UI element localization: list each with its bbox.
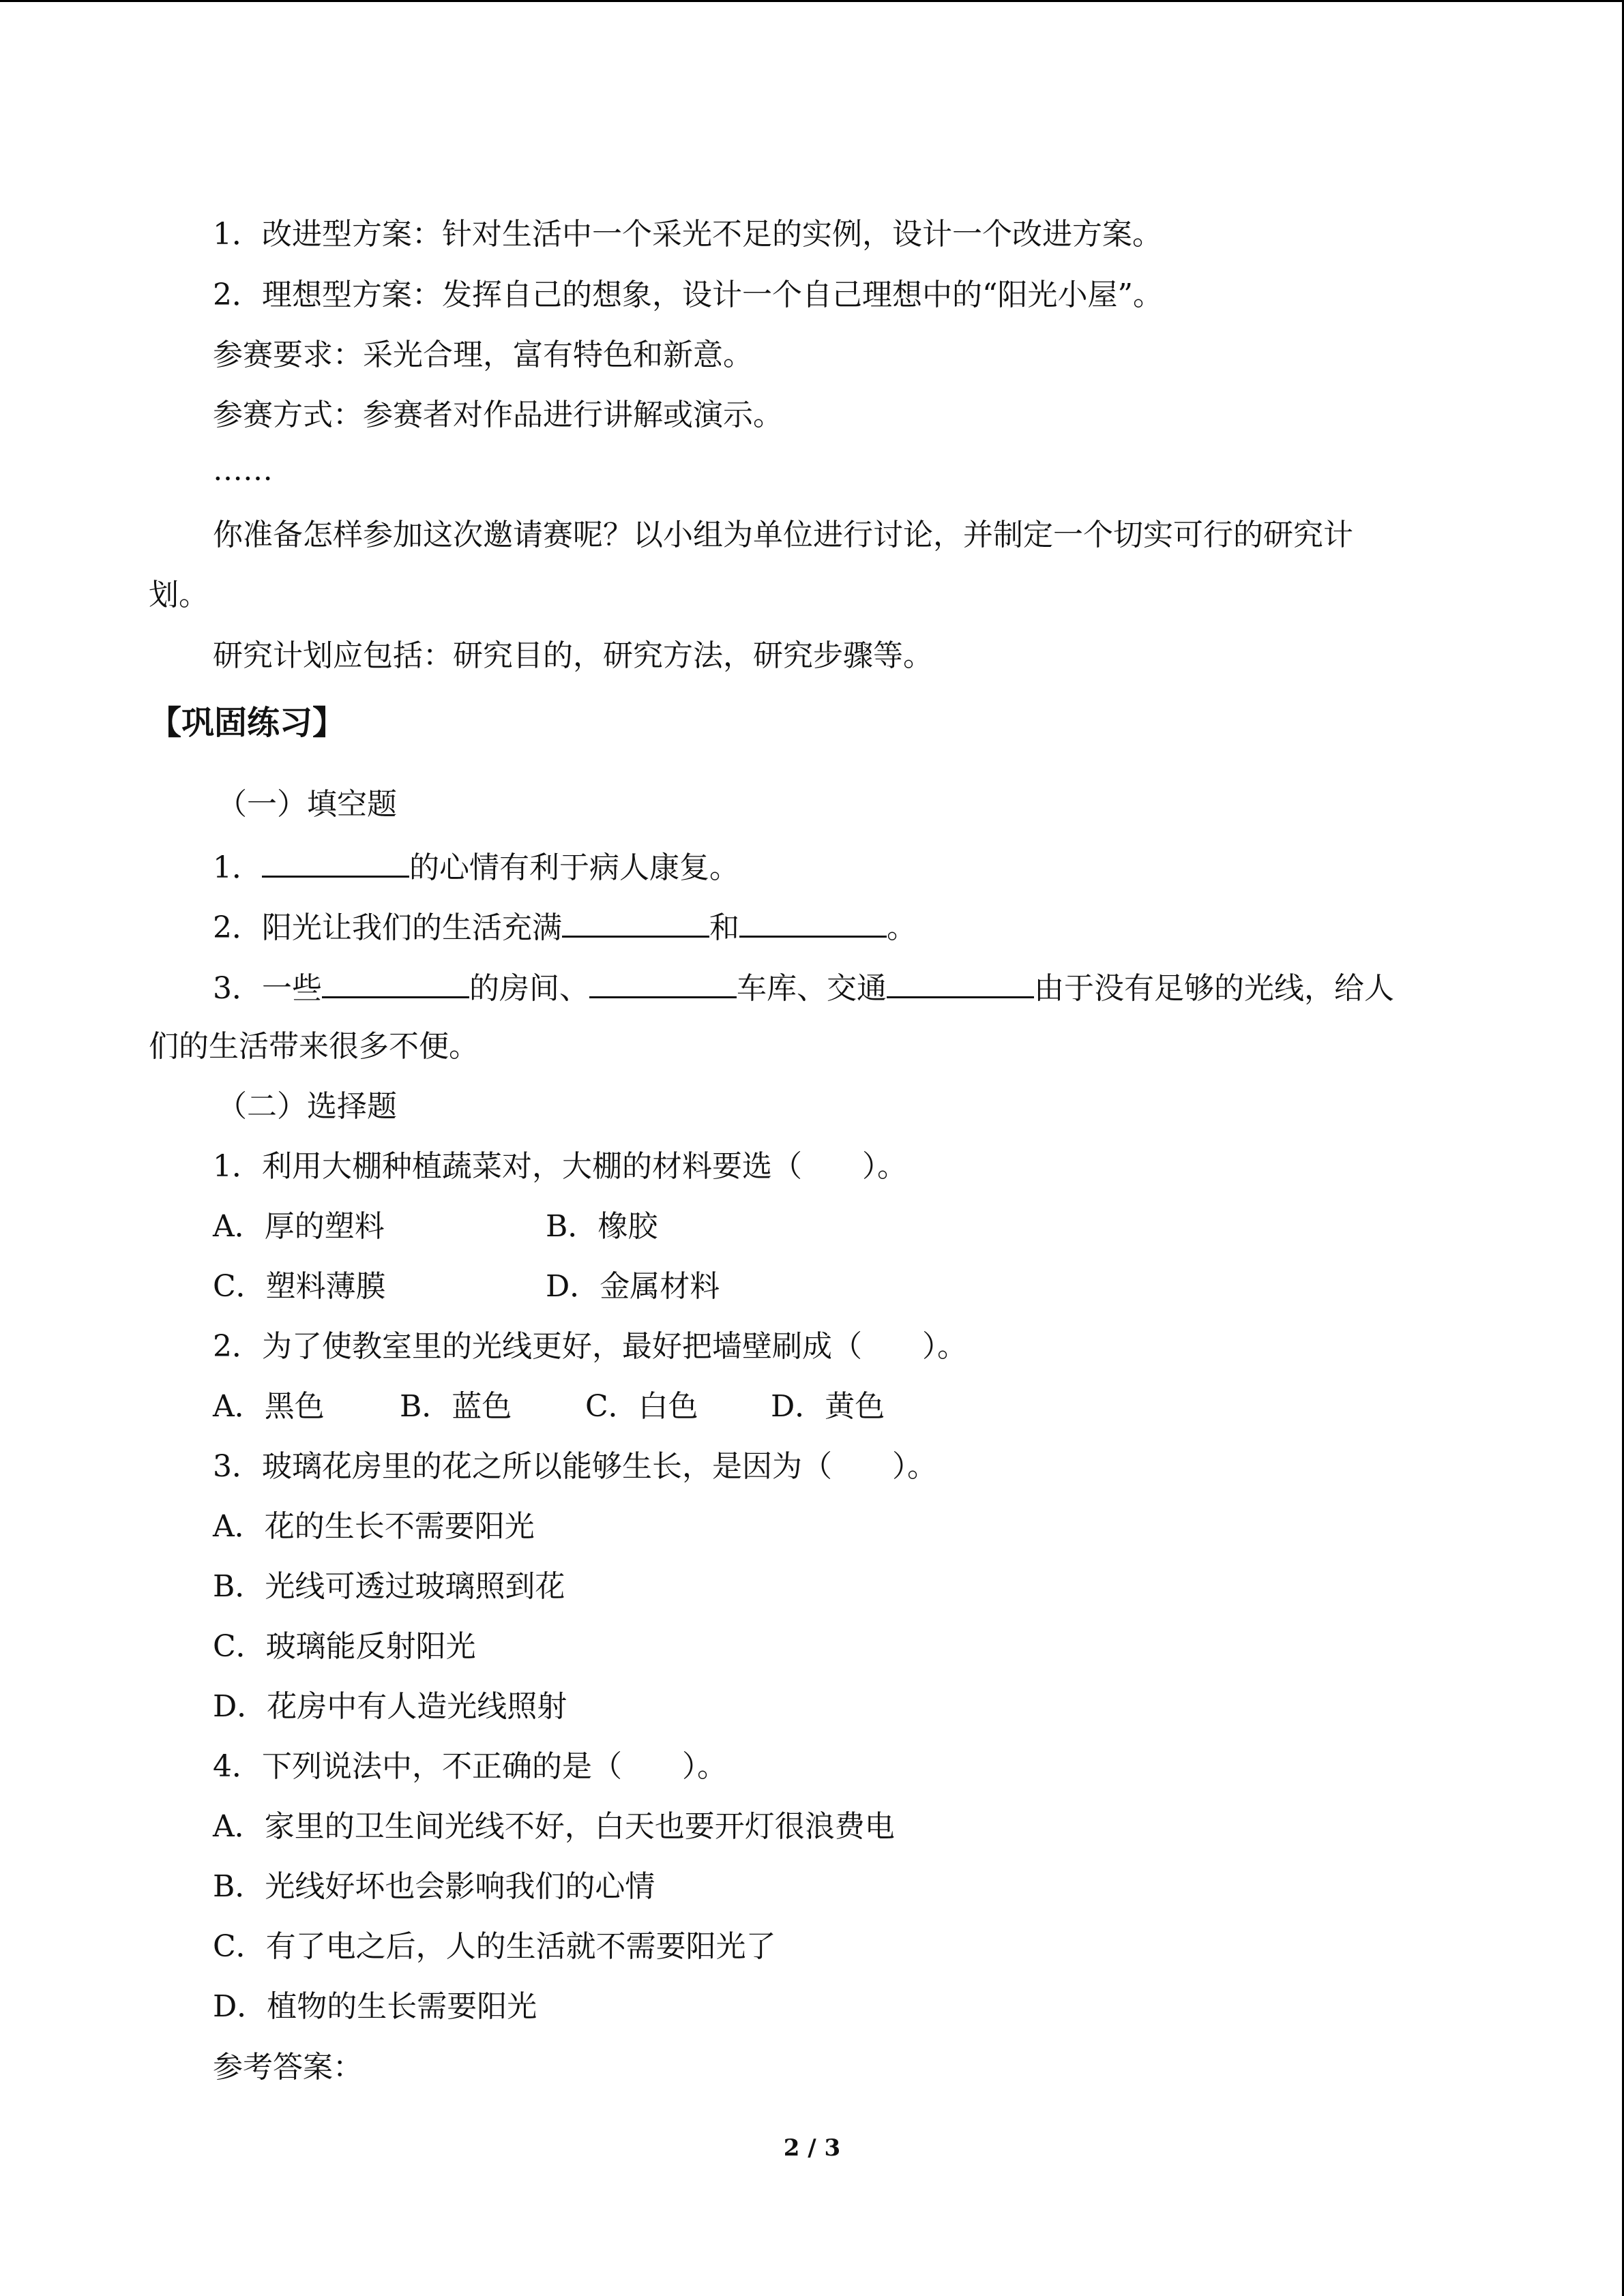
intro-requirement: 参赛要求：采光合理，富有特色和新意。	[213, 338, 753, 372]
fill-question-1	[213, 846, 739, 889]
choice-question-1: 1．利用大棚种植蔬菜对，大棚的材料要选（ ）。	[213, 1149, 907, 1184]
intro-plan: 研究计划应包括：研究目的，研究方法，研究步骤等。	[213, 638, 933, 673]
fill-q2-text-before: 2．阳光让我们的生活充满	[213, 910, 562, 945]
fill-q3-blank-1	[322, 966, 469, 998]
choice-q3-option-d: D．花房中有人造光线照射	[213, 1689, 567, 1724]
choice-q4-option-c: C．有了电之后，人的生活就不需要阳光了	[213, 1929, 776, 1964]
choice-question-3: 3．玻璃花房里的花之所以能够生长，是因为（ ）。	[213, 1449, 937, 1484]
fill-q3-text-mid-1: 的房间、	[469, 971, 589, 1006]
fill-q2-blank-1	[562, 906, 709, 938]
page-top-border	[0, 0, 1624, 2]
intro-question-line-1: 你准备怎样参加这次邀请赛呢？以小组为单位进行讨论，并制定一个切实可行的研究计	[213, 518, 1353, 552]
choice-q2-option-a: A．黑色	[213, 1389, 325, 1424]
intro-question-line-2: 划。	[149, 578, 209, 612]
choice-q2-option-b: B．蓝色	[400, 1389, 512, 1424]
fill-q2-blank-2	[739, 906, 887, 938]
fill-q3-text-after: 由于没有足够的光线，给人	[1034, 971, 1394, 1006]
fill-section-title: （一）填空题	[217, 787, 397, 822]
choice-q1-option-c: C．塑料薄膜	[213, 1269, 386, 1304]
choice-q2-option-d: D．黄色	[771, 1389, 885, 1424]
fill-question-3-line-2: 们的生活带来很多不便。	[149, 1029, 479, 1064]
fill-q1-number: 1．	[213, 850, 262, 885]
fill-q3-text-before: 3．一些	[213, 971, 322, 1006]
choice-section-title: （二）选择题	[217, 1089, 397, 1124]
fill-q1-text: 的心情有利于病人康复。	[409, 850, 739, 885]
choice-q1-option-b: B．橡胶	[546, 1209, 658, 1244]
fill-q1-blank	[262, 846, 409, 878]
fill-q2-text-mid: 和	[709, 910, 739, 945]
fill-question-2	[213, 906, 917, 949]
choice-q4-option-b: B．光线好坏也会影响我们的心情	[213, 1869, 655, 1904]
intro-item-2: 2．理想型方案：发挥自己的想象，设计一个自己理想中的“阳光小屋”。	[213, 278, 1163, 312]
choice-q3-option-b: B．光线可透过玻璃照到花	[213, 1569, 565, 1604]
fill-q2-text-end: 。	[887, 910, 917, 945]
fill-q3-blank-3	[887, 966, 1034, 998]
choice-question-4: 4．下列说法中，不正确的是（ ）。	[213, 1749, 727, 1784]
choice-question-2: 2．为了使教室里的光线更好，最好把墙壁刷成（ ）。	[213, 1329, 967, 1364]
choice-q4-option-d: D．植物的生长需要阳光	[213, 1989, 537, 2024]
fill-q3-text-mid-2: 车库、交通	[737, 971, 887, 1006]
choice-q3-option-a: A．花的生长不需要阳光	[213, 1509, 535, 1544]
intro-item-1: 1．改进型方案：针对生活中一个采光不足的实例，设计一个改进方案。	[213, 217, 1162, 252]
fill-question-3	[213, 966, 1394, 1009]
choice-q1-option-d: D．金属材料	[546, 1269, 720, 1304]
answer-label: 参考答案：	[213, 2050, 363, 2085]
intro-ellipsis: ……	[213, 453, 273, 488]
practice-heading: 【巩固练习】	[149, 704, 346, 742]
choice-q4-option-a: A．家里的卫生间光线不好，白天也要开灯很浪费电	[213, 1809, 895, 1844]
choice-q2-option-c: C．白色	[585, 1389, 698, 1424]
page-number: 2 / 3	[783, 2134, 841, 2162]
choice-q1-option-a: A．厚的塑料	[213, 1209, 385, 1244]
fill-q3-blank-2	[589, 966, 737, 998]
intro-method: 参赛方式：参赛者对作品进行讲解或演示。	[213, 398, 783, 432]
choice-q3-option-c: C．玻璃能反射阳光	[213, 1629, 476, 1664]
